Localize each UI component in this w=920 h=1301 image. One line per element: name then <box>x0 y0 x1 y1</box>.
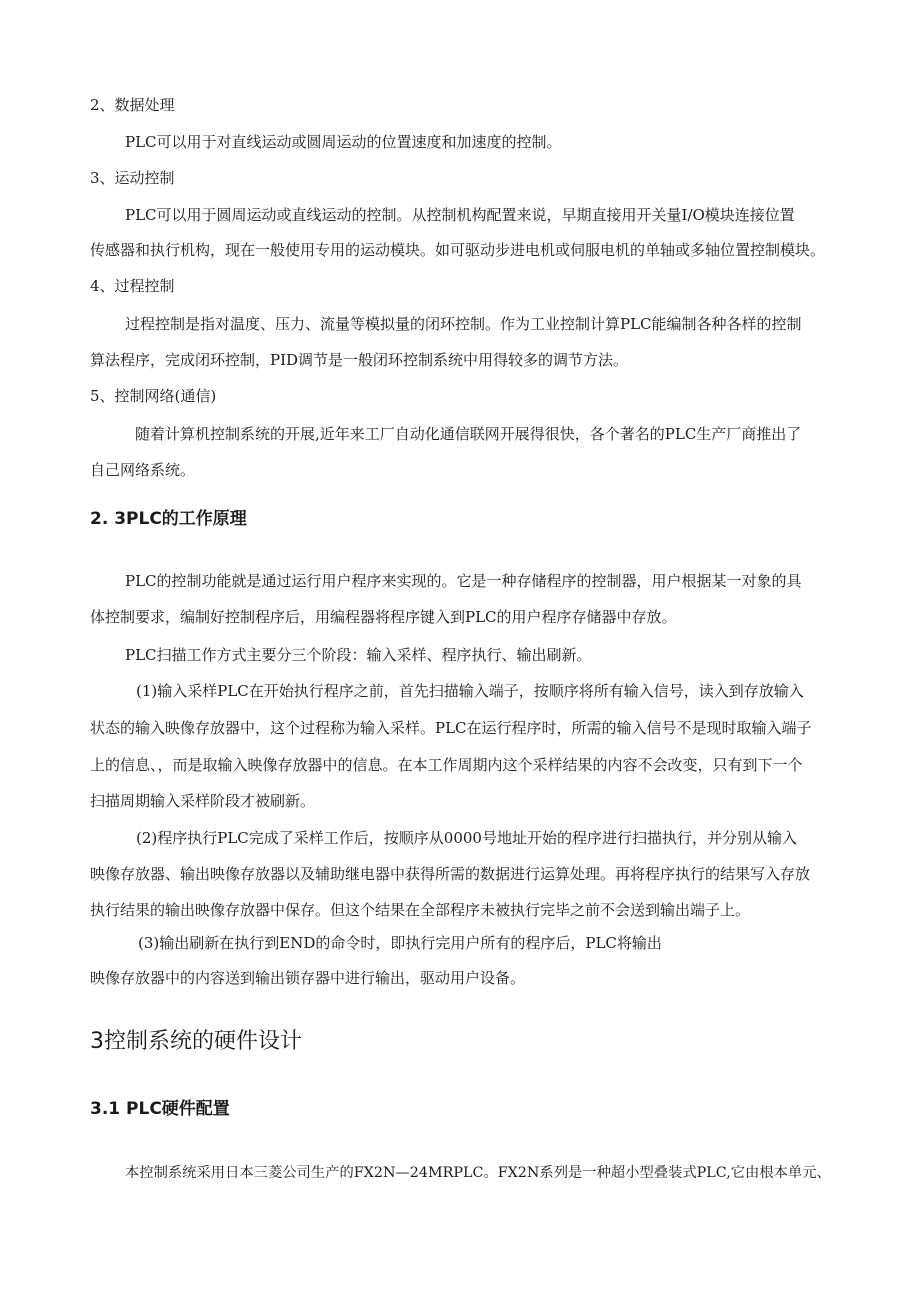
chapter-heading-3: 3控制系统的硬件设计 <box>90 1029 302 1054</box>
paragraph-line: 传感器和执行机构，现在一般使用专用的运动模块。如可驱动步进电机或伺服电机的单轴或多轴位置控制模块。 <box>90 241 826 259</box>
paragraph-line: 扫描周期输入采样阶段才被刷新。 <box>90 792 316 810</box>
paragraph-line: PLC的控制功能就是通过运行用户程序来实现的。它是一种存储程序的控制器，用户根据某一对象的具 <box>125 572 802 590</box>
paragraph-line: 映像存放器、输出映像存放器以及辅助继电器中获得所需的数据进行运算处理。再将程序执行的结果写入存放 <box>90 865 811 883</box>
paragraph-line: 状态的输入映像存放器中，这个过程称为输入采样。PLC在运行程序时，所需的输入信号不是现时取输入端子 <box>90 719 812 737</box>
list-heading-data-processing: 2、数据处理 <box>90 96 175 114</box>
paragraph-line: 执行结果的输出映像存放器中保存。但这个结果在全部程序未被执行完毕之前不会送到输出端子上。 <box>90 901 751 919</box>
paragraph-line: PLC可以用于对直线运动或圆周运动的位置速度和加速度的控制。 <box>125 133 562 151</box>
paragraph-line: 算法程序，完成闭环控制，PID调节是一般闭环控制系统中用得较多的调节方法。 <box>90 351 629 369</box>
paragraph-line: 过程控制是指对温度、压力、流量等模拟量的闭环控制。作为工业控制计算PLC能编制各种各样的控制 <box>125 315 802 333</box>
section-heading-2-3: 2. 3PLC的工作原理 <box>90 509 247 529</box>
paragraph-line: PLC可以用于圆周运动或直线运动的控制。从控制机构配置来说，早期直接用开关量I/O模块连接位置 <box>125 206 795 224</box>
paragraph-line: 映像存放器中的内容送到输出锁存器中进行输出，驱动用户设备。 <box>90 969 526 987</box>
paragraph-line: (3)输出刷新在执行到END的命令时，即执行完用户所有的程序后，PLC将输出 <box>138 934 662 952</box>
section-heading-3-1: 3.1 PLC硬件配置 <box>90 1099 230 1119</box>
paragraph-line: (2)程序执行PLC完成了采样工作后，按顺序从0000号地址开始的程序进行扫描执行，并分别从输入 <box>136 829 797 847</box>
list-heading-control-network: 5、控制网络(通信) <box>90 387 217 405</box>
paragraph-line: 体控制要求，编制好控制程序后，用编程器将程序键入到PLC的用户程序存储器中存放。 <box>90 608 677 626</box>
paragraph-line: 上的信息、，而是取输入映像存放器中的信息。在本工作周期内这个采样结果的内容不会改变，只有到下一个 <box>90 756 803 774</box>
paragraph-line: (1)输入采样PLC在开始执行程序之前，首先扫描输入端子，按顺序将所有输入信号，读入到存放输入 <box>136 682 804 700</box>
list-heading-motion-control: 3、运动控制 <box>90 169 175 187</box>
paragraph-line: 随着计算机控制系统的开展,近年来工厂自动化通信联网开展得很快，各个著名的PLC生产厂商推出了 <box>135 425 802 443</box>
paragraph-line: PLC扫描工作方式主要分三个阶段：输入采样、程序执行、输出刷新。 <box>125 646 592 664</box>
list-heading-process-control: 4、过程控制 <box>90 277 175 295</box>
paragraph-line: 本控制系统采用日本三菱公司生产的FX2N—24MRPLC。FX2N系列是一种超小型叠装式PLC,它由根本单元、 <box>125 1165 831 1181</box>
paragraph-line: 自己网络系统。 <box>90 461 196 479</box>
